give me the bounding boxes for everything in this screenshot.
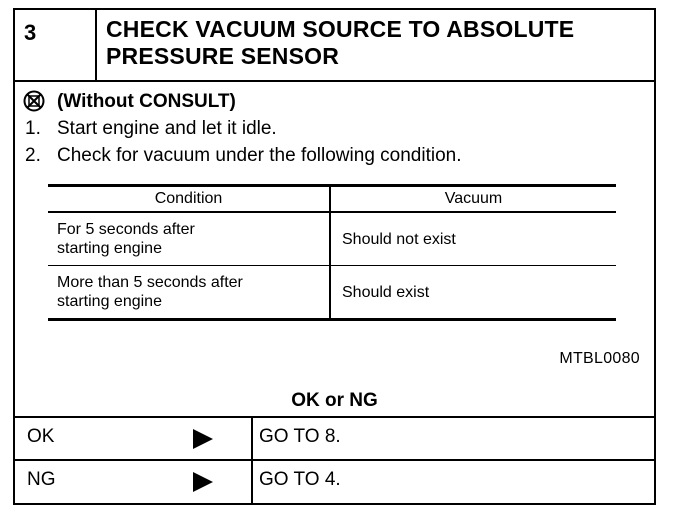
condition-line-1: For 5 seconds after <box>57 221 195 238</box>
step-item-2 <box>25 145 462 167</box>
step-number-cell <box>15 10 97 80</box>
mode-label: (Without CONSULT) <box>57 91 236 112</box>
without-consult-icon <box>23 90 45 112</box>
outcome-row-ok[interactable] <box>15 416 654 459</box>
step-item-text: Start engine and let it idle. <box>57 118 277 139</box>
result-prompt: OK or NG <box>291 390 378 411</box>
outcome-label: OK <box>27 426 55 447</box>
condition-line-1: More than 5 seconds after <box>57 274 243 291</box>
figure-code: MTBL0080 <box>559 350 640 367</box>
step-number: 3 <box>24 20 37 45</box>
outcome-label: NG <box>27 469 56 490</box>
title-line-2: PRESSURE SENSOR <box>106 43 340 69</box>
step-item-1 <box>25 118 277 140</box>
table-header-divider <box>48 211 616 213</box>
procedure-body <box>15 82 654 412</box>
step-item-text: Check for vacuum under the following condition. <box>57 145 462 166</box>
outcome-action-link[interactable]: GO TO 8. <box>259 426 341 447</box>
table-cell-condition <box>57 220 317 258</box>
table-cell-vacuum: Should not exist <box>342 231 456 248</box>
outcome-action-link[interactable]: GO TO 4. <box>259 469 341 490</box>
title-line-1: CHECK VACUUM SOURCE TO ABSOLUTE <box>106 16 575 42</box>
procedure-card <box>13 8 656 505</box>
outcome-divider <box>251 461 253 503</box>
step-item-number: 2. <box>25 145 41 166</box>
procedure-header <box>15 10 654 82</box>
table-row-divider <box>48 265 616 266</box>
column-header-condition: Condition <box>154 190 223 207</box>
arrow-right-icon <box>193 429 213 449</box>
outcome-divider <box>251 418 253 459</box>
condition-table <box>48 184 616 321</box>
condition-line-2: starting engine <box>57 293 162 310</box>
step-item-number: 1. <box>25 118 41 139</box>
table-cell-condition <box>57 273 317 311</box>
condition-line-2: starting engine <box>57 240 162 257</box>
procedure-title <box>106 16 574 70</box>
arrow-right-icon <box>193 472 213 492</box>
column-header-vacuum: Vacuum <box>444 190 503 207</box>
table-cell-vacuum: Should exist <box>342 284 430 301</box>
outcome-row-ng[interactable] <box>15 459 654 503</box>
